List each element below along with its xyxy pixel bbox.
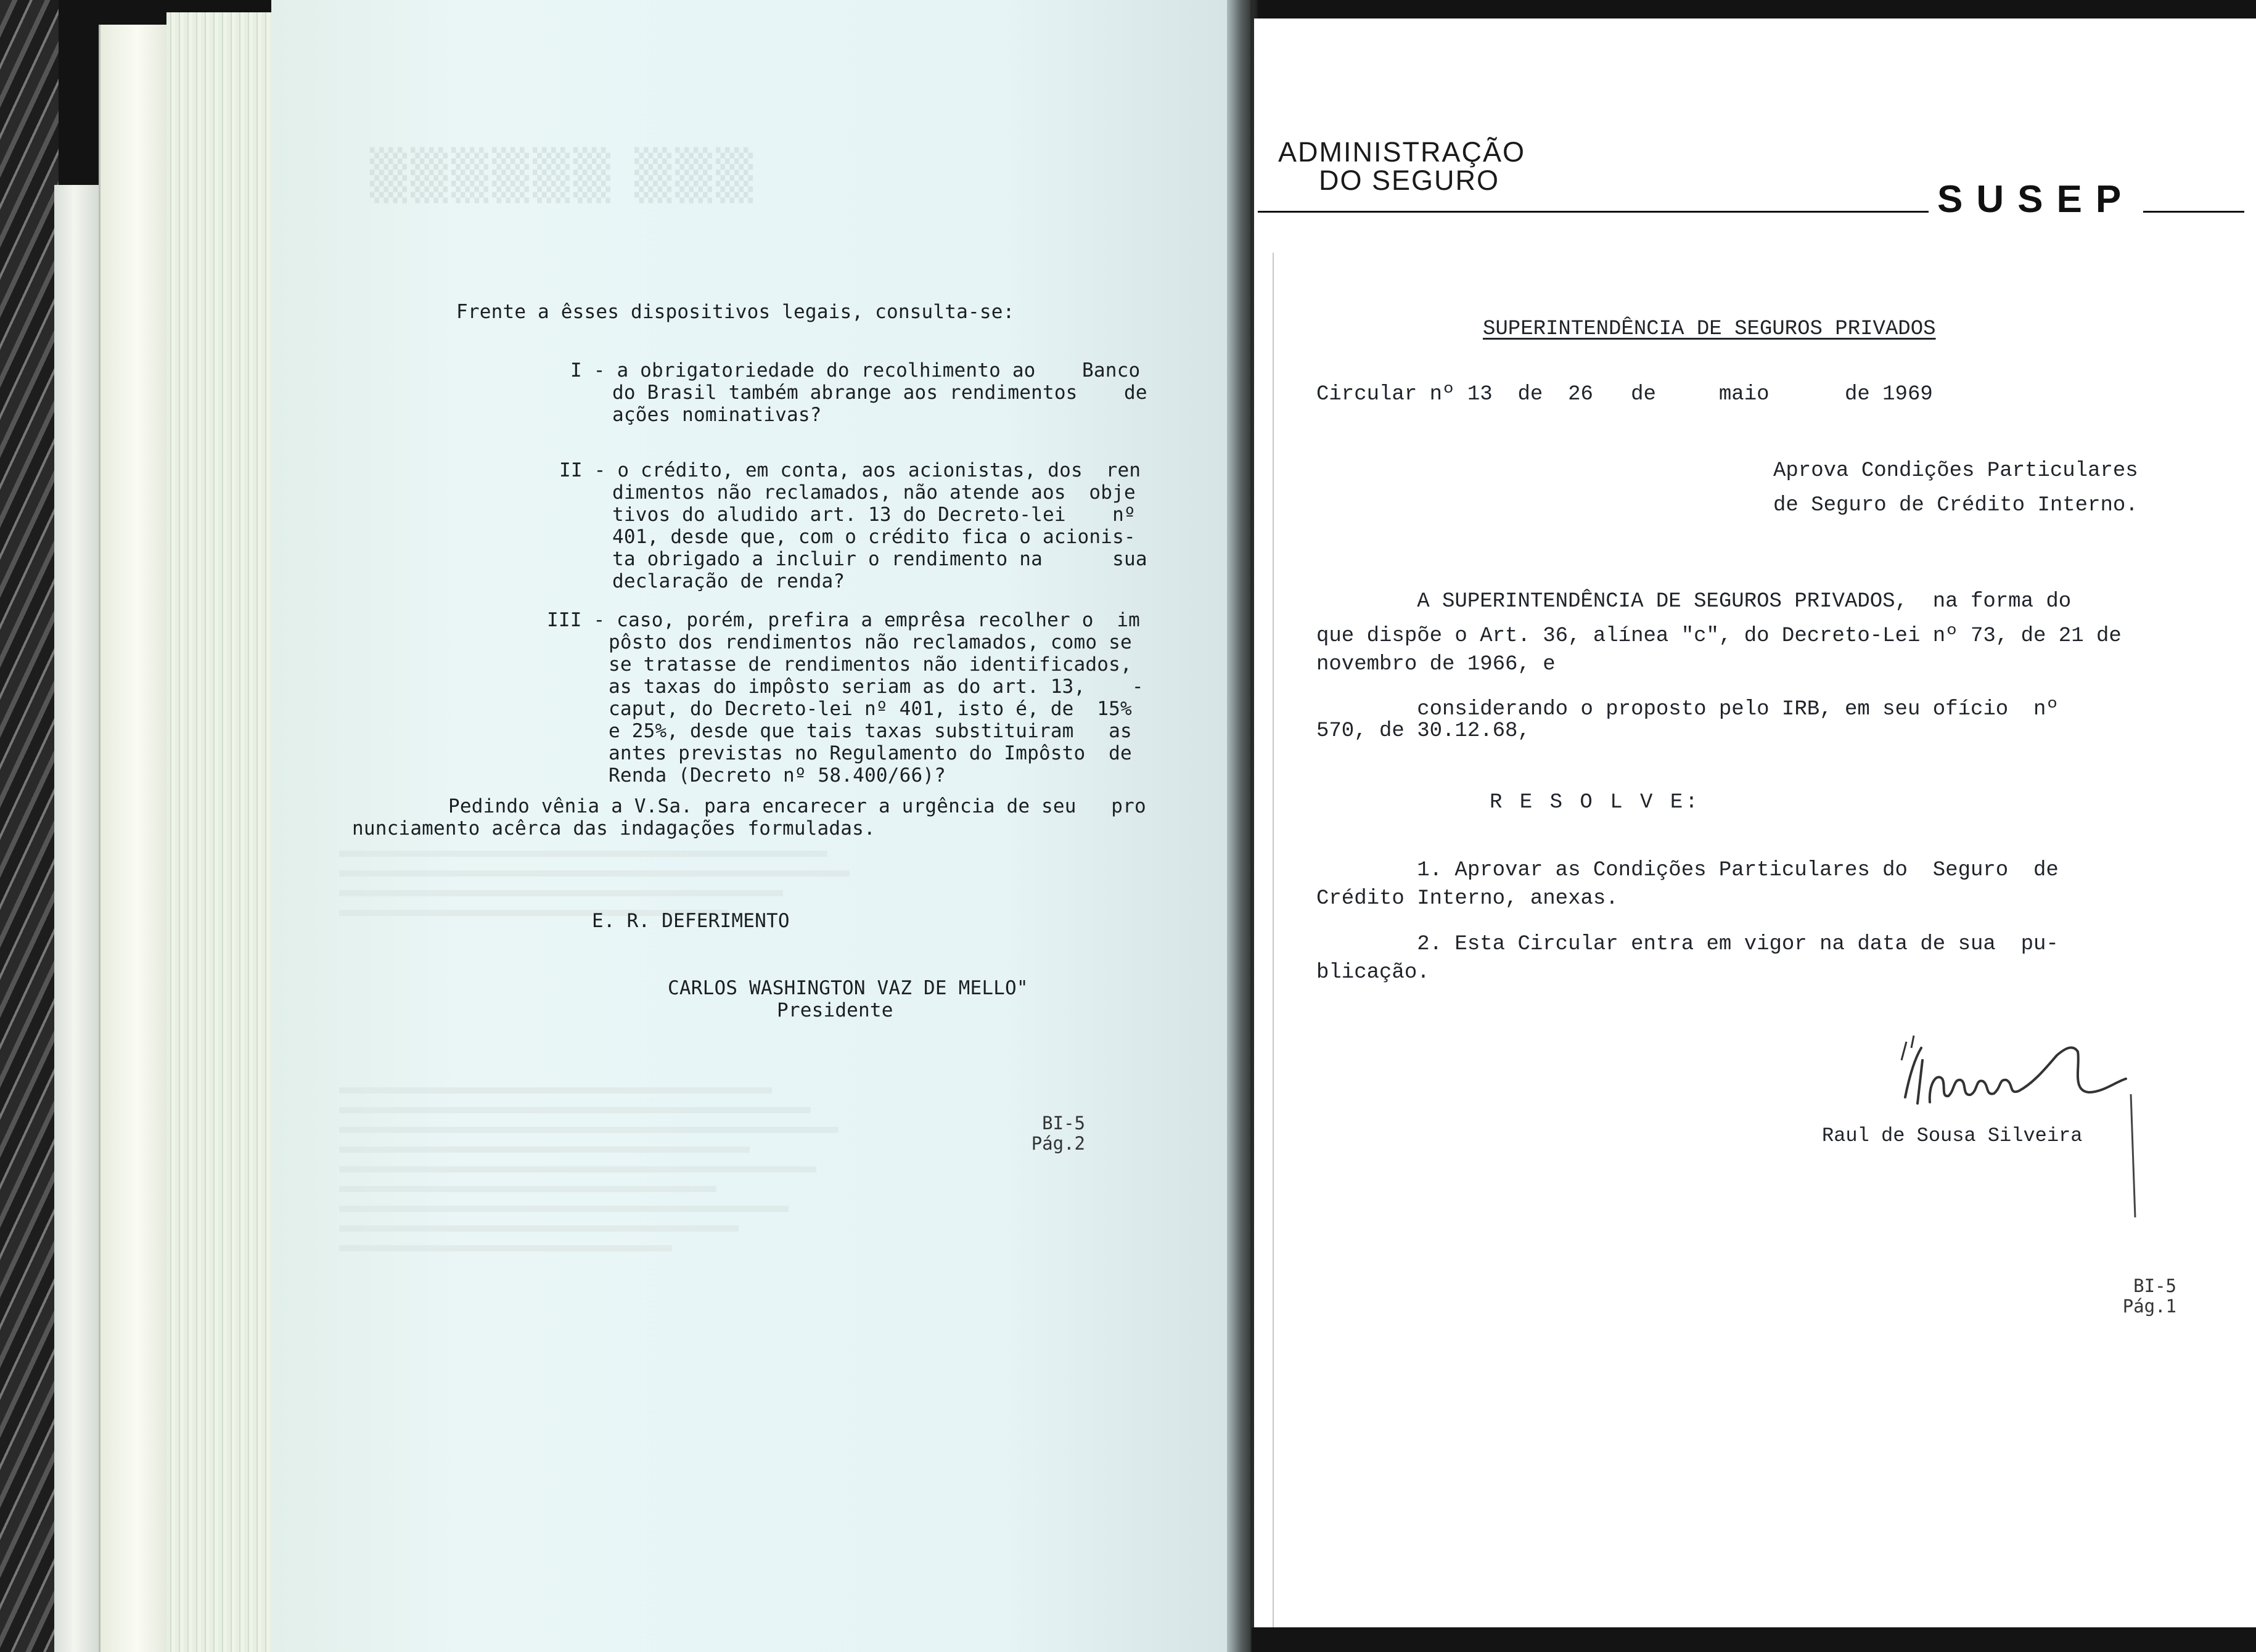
page-stack-edge	[99, 25, 174, 1652]
page-number: Pág.2	[1031, 1133, 1085, 1154]
considerando-line: considerando o proposto pelo IRB, em seu ofício nº	[1316, 698, 2059, 721]
deferimento: E. R. DEFERIMENTO	[592, 910, 790, 932]
query-line: se tratasse de rendimentos não identificados,	[609, 653, 1132, 676]
handwritten-signature	[1893, 1023, 2152, 1128]
letterhead-title	[1278, 138, 1525, 195]
marbled-cover-edge	[0, 0, 59, 1652]
query-line: II - o crédito, em conta, aos acionistas, dos ren	[559, 459, 1141, 481]
brand-logo: SUSEP	[1929, 178, 2143, 221]
resolve-heading: R E S O L V E:	[1490, 791, 1700, 814]
right-page	[1252, 18, 2256, 1627]
resolution-line: 2. Esta Circular entra em vigor na data de sua pu-	[1316, 933, 2059, 956]
signer-title: Presidente	[777, 999, 893, 1021]
query-line: III - caso, porém, prefira a emprêsa recolher o im	[547, 609, 1141, 631]
resolution-line: Crédito Interno, anexas.	[1316, 887, 1618, 910]
query-line: caput, do Decreto-lei nº 401, isto é, de 15%	[609, 698, 1132, 720]
query-line: do Brasil também abrange aos rendimentos de	[612, 382, 1147, 404]
query-line: Renda (Decreto nº 58.400/66)?	[609, 764, 946, 787]
circular-number: Circular nº 13 de 26 de maio de 1969	[1316, 383, 1933, 406]
margin-line	[1273, 253, 1274, 1627]
signer-name: Raul de Sousa Silveira	[1822, 1124, 2083, 1147]
query-line: dimentos não reclamados, não atende aos obje	[612, 481, 1136, 504]
query-line: as taxas do impôsto seriam as do art. 13, -	[609, 676, 1144, 698]
page-stack-edge	[54, 185, 104, 1652]
query-line: e 25%, desde que tais taxas substituiram as	[609, 720, 1132, 742]
page-code: BI-5	[2133, 1275, 2176, 1296]
query-line: ações nominativas?	[612, 404, 822, 426]
closing-line: Pedindo vênia a V.Sa. para encarecer a urgência de seu pro	[448, 795, 1146, 817]
ementa-line: Aprova Condições Particulares	[1773, 459, 2138, 483]
page-code: BI-5	[1042, 1113, 1085, 1134]
signer-name: CARLOS WASHINGTON VAZ DE MELLO"	[668, 977, 1028, 999]
query-line: antes previstas no Regulamento do Impôsto de	[609, 742, 1132, 764]
considerando-line: 570, de 30.12.68,	[1316, 719, 1530, 743]
resolution-line: 1. Aprovar as Condições Particulares do Seguro de	[1316, 859, 2059, 882]
agency-heading: SUPERINTENDÊNCIA DE SEGUROS PRIVADOS	[1483, 317, 1936, 341]
query-line: declaração de renda?	[612, 570, 845, 592]
ementa-line: de Seguro de Crédito Interno.	[1773, 494, 2138, 517]
query-line: tivos do aludido art. 13 do Decreto-lei nº	[612, 504, 1136, 526]
scan-border	[1252, 1627, 2256, 1652]
resolution-line: blicação.	[1316, 961, 1430, 984]
preamble-line: novembro de 1966, e	[1316, 653, 1556, 676]
page-stack-edge	[166, 12, 277, 1652]
closing-line: nunciamento acêrca das indagações formuladas.	[352, 817, 876, 840]
intro-text: Frente a êsses dispositivos legais, consulta-se:	[456, 301, 1015, 323]
letterhead-line-1: ADMINISTRAÇÃO	[1278, 136, 1526, 168]
query-line: pôsto dos rendimentos não reclamados, como se	[609, 631, 1132, 653]
page-number: Pág.1	[2122, 1296, 2176, 1317]
preamble-line: que dispõe o Art. 36, alínea "c", do Decreto-Lei nº 73, de 21 de	[1316, 624, 2122, 648]
show-through-text: ▒▒▒▒▒▒ ▒▒▒	[370, 148, 757, 203]
preamble-line: A SUPERINTENDÊNCIA DE SEGUROS PRIVADOS, na forma do	[1316, 590, 2072, 613]
show-through-lines	[339, 851, 894, 1405]
letterhead-line-2: DO SEGURO	[1319, 165, 1500, 196]
query-line: ta obrigado a incluir o rendimento na sua	[612, 548, 1147, 570]
query-line: I - a obrigatoriedade do recolhimento ao Banco	[570, 359, 1141, 382]
binding-edge	[1250, 0, 1254, 1652]
query-line: 401, desde que, com o crédito fica o acionis-	[612, 526, 1136, 548]
